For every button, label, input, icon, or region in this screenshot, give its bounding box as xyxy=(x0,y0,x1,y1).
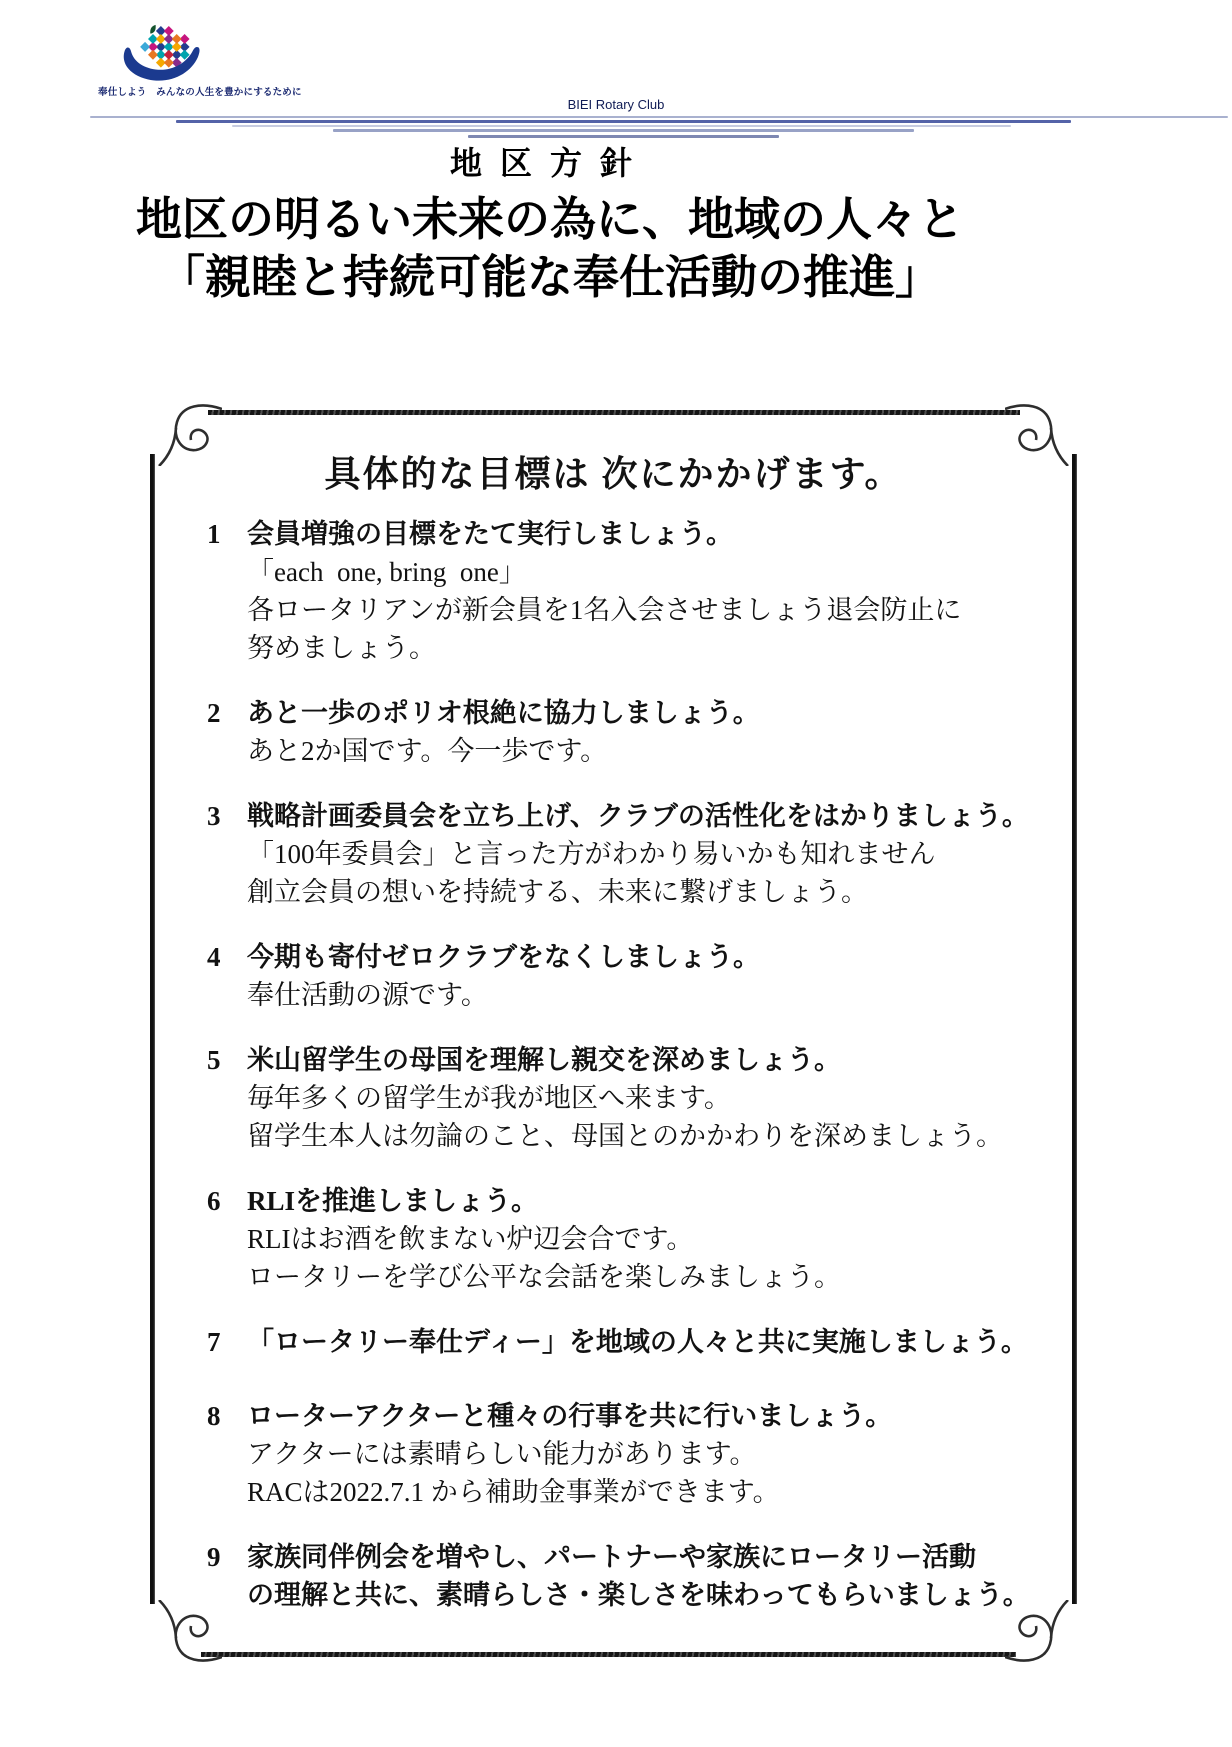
header-rule-3 xyxy=(232,125,1011,127)
goal-title: 家族同伴例会を増やし、パートナーや家族にロータリー活動 xyxy=(247,1542,976,1572)
header-rule-1 xyxy=(90,116,1228,118)
box-border-right xyxy=(1072,454,1077,1604)
goal-item-9 xyxy=(150,1538,1077,1614)
header-rule-2 xyxy=(176,120,1071,123)
goal-text: あと2か国です。今一歩です。 xyxy=(247,736,608,766)
goals-heading: 具体的な目標は 次にかかげます。 xyxy=(324,454,903,494)
goal-number: 9 xyxy=(207,1542,221,1572)
goal-number: 3 xyxy=(207,801,221,831)
goal-text: 毎年多くの留学生が我が地区へ来ます。 xyxy=(247,1083,731,1113)
rotary-theme-logo-icon xyxy=(116,24,204,82)
club-name: BIEI Rotary Club xyxy=(567,97,665,112)
main-title xyxy=(0,190,1100,306)
goal-text: RLIはお酒を飲まない炉辺会合です。 xyxy=(247,1224,694,1254)
goal-text: 努めましょう。 xyxy=(247,633,436,663)
box-border-left xyxy=(150,454,155,1604)
goal-text: 奉仕活動の源です。 xyxy=(247,980,488,1010)
goal-number: 8 xyxy=(207,1401,221,1431)
goal-box xyxy=(150,410,1077,1660)
goal-lines xyxy=(247,694,1077,770)
goal-text: 各ロータリアンが新会員を1名入会させましょう退会防止に xyxy=(247,595,962,625)
corner-swirl-top-right-icon xyxy=(1005,402,1069,466)
goal-lines xyxy=(247,515,1077,667)
goal-lines xyxy=(247,1323,1077,1361)
main-title-line-1: 地区の明るい未来の為に、地域の人々と xyxy=(136,193,964,245)
goal-item-1 xyxy=(150,515,1077,667)
goal-text: 留学生本人は勿論のこと、母国とのかかわりを深めましょう。 xyxy=(247,1121,1003,1151)
goal-lines xyxy=(247,938,1077,1014)
kicker-title: 地区方針 xyxy=(449,145,650,181)
goal-title: あと一歩のポリオ根絶に協力しましょう。 xyxy=(247,698,760,728)
goal-item-8 xyxy=(150,1397,1077,1511)
goal-text: RACは2022.7.1 から補助金事業ができます。 xyxy=(247,1477,780,1507)
goal-item-3 xyxy=(150,797,1077,911)
goal-text: ロータリーを学び公平な会話を楽しみましょう。 xyxy=(247,1262,841,1292)
goal-title: ローターアクターと種々の行事を共に行いましょう。 xyxy=(247,1401,893,1431)
goal-text: 「each one, bring one」 xyxy=(247,557,526,587)
goal-item-2 xyxy=(150,694,1077,770)
goal-lines xyxy=(247,797,1077,911)
main-title-line-2: 「親睦と持続可能な奉仕活動の推進」 xyxy=(159,251,941,303)
logo-globe-diamonds xyxy=(140,26,189,68)
box-border-top xyxy=(208,410,1020,415)
logo-block xyxy=(98,24,318,98)
goal-text: 創立会員の想いを持続する、未来に繋げましょう。 xyxy=(247,877,868,907)
goal-item-5 xyxy=(150,1041,1077,1155)
goal-number: 7 xyxy=(207,1327,221,1357)
goal-title: 会員増強の目標をたて実行しましょう。 xyxy=(247,519,733,549)
goal-number: 1 xyxy=(207,519,221,549)
goal-title: 米山留学生の母国を理解し親交を深めましょう。 xyxy=(247,1045,841,1075)
box-border-bottom xyxy=(201,1652,1016,1657)
goal-number: 6 xyxy=(207,1186,221,1216)
logo-sprout-shape xyxy=(150,25,155,34)
goal-title: 「ロータリー奉仕ディー」を地域の人々と共に実施しましょう。 xyxy=(247,1327,1028,1357)
goals-list xyxy=(150,515,1077,1614)
corner-swirl-top-left-icon xyxy=(158,402,222,466)
goal-item-7 xyxy=(150,1323,1077,1361)
goal-title: 戦略計画委員会を立ち上げ、クラブの活性化をはかりましょう。 xyxy=(247,801,1029,831)
goal-title: の理解と共に、素晴らしさ・楽しさを味わってもらいましょう。 xyxy=(247,1580,1030,1610)
goal-lines xyxy=(247,1182,1077,1296)
goal-text: 「100年委員会」と言った方がわかり易いかも知れません xyxy=(247,839,936,869)
logo-tagline: 奉仕しよう みんなの人生を豊かにするために xyxy=(98,87,302,98)
goal-text: アクターには素晴らしい能力があります。 xyxy=(247,1439,757,1469)
goal-title: RLIを推進しましょう。 xyxy=(247,1186,539,1216)
goal-item-6 xyxy=(150,1182,1077,1296)
header-rule-4 xyxy=(333,129,914,132)
goal-title: 今期も寄付ゼロクラブをなくしましょう。 xyxy=(247,942,760,972)
goal-lines xyxy=(247,1538,1077,1614)
goal-number: 4 xyxy=(207,942,221,972)
corner-swirl-bottom-left-icon xyxy=(158,1600,222,1664)
goal-lines xyxy=(247,1397,1077,1511)
goal-item-4 xyxy=(150,938,1077,1014)
goal-lines xyxy=(247,1041,1077,1155)
goal-number: 2 xyxy=(207,698,221,728)
goal-number: 5 xyxy=(207,1045,221,1075)
corner-swirl-bottom-right-icon xyxy=(1005,1600,1069,1664)
